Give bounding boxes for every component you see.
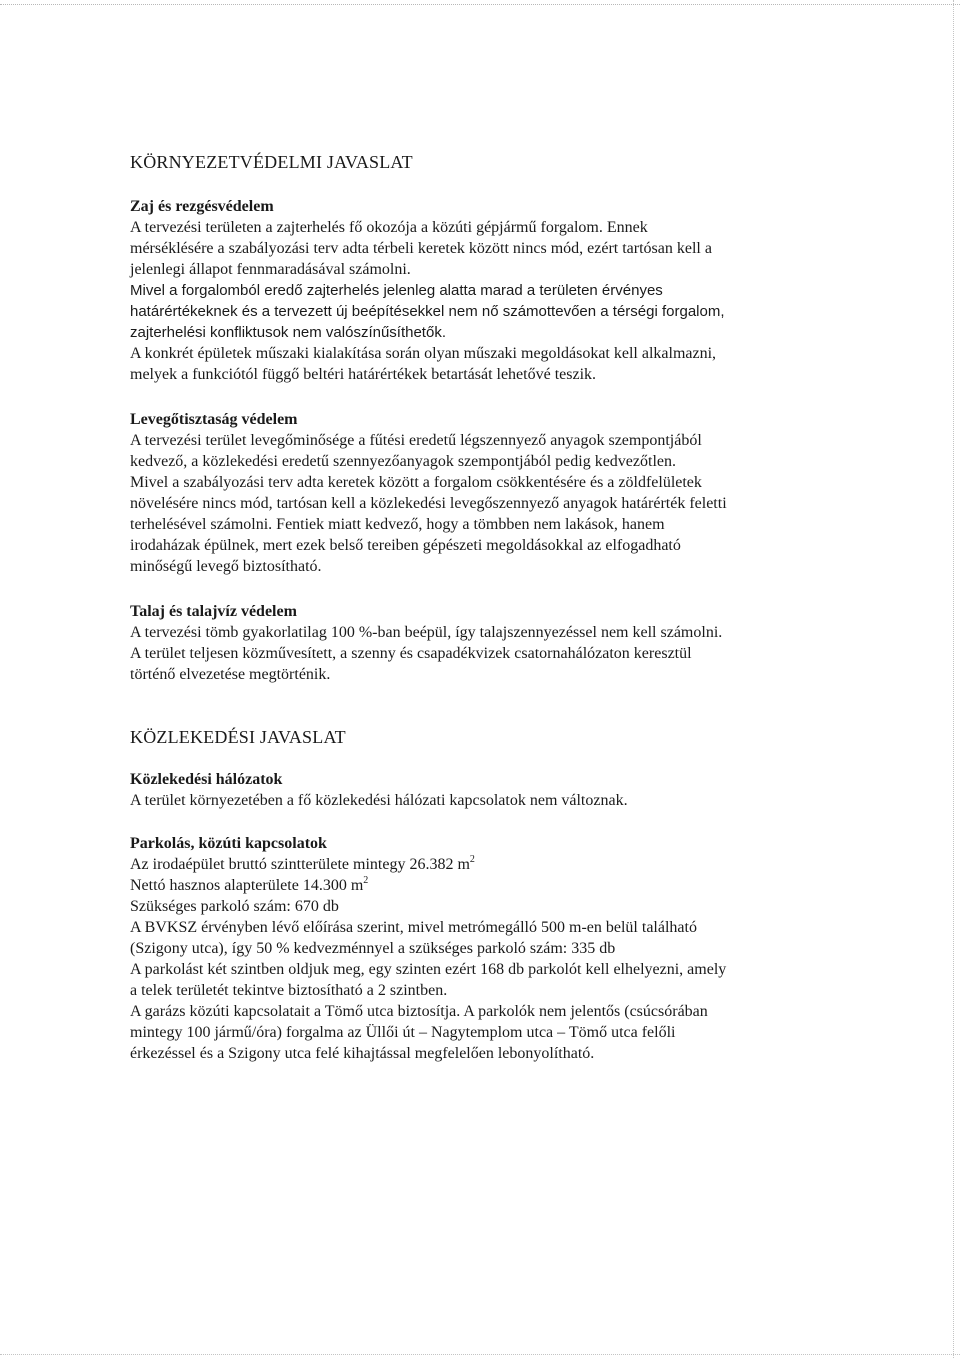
parking-section <box>130 833 830 1064</box>
net-area-line <box>130 875 830 896</box>
noise-line: mérséklésére a szabályozási terv adta térbeli keretek között nincs mód, ezért tartósan kell a <box>130 240 712 257</box>
parking-line: A parkolást két szintben oldjuk meg, egy szinten ezért 168 db parkolót kell elhelyezni, amely <box>130 961 727 978</box>
noise-line: A tervezési területen a zajterhelés fő okozója a közúti gépjármű forgalom. Ennek <box>130 219 648 236</box>
air-line: növelésére nincs mód, tartósan kell a közlekedési levegőszennyező anyagok határérték feletti <box>130 495 727 512</box>
air-title: Levegőtisztaság védelem <box>130 411 298 428</box>
net-area-sup: 2 <box>363 875 369 886</box>
noise-title: Zaj és rezgésvédelem <box>130 198 274 215</box>
gross-area-text: Az irodaépület bruttó szintterülete mintegy 26.382 m <box>130 856 470 873</box>
parking-line: A garázs közúti kapcsolatait a Tömő utca biztosítja. A parkolók nem jelentős (csúcsórában <box>130 1003 708 1020</box>
soil-title: Talaj és talajvíz védelem <box>130 603 297 620</box>
noise-line: zajterhelési konfliktusok nem valószínűsíthetők. <box>130 324 446 341</box>
parking-line: érkezéssel és a Szigony utca felé kihajtással megfelelően lebonyolítható. <box>130 1045 595 1062</box>
parking-line: mintegy 100 jármű/óra) forgalma az Üllői út – Nagytemplom utca – Tömő utca felőli <box>130 1024 676 1041</box>
network-section <box>130 769 830 811</box>
network-title: Közlekedési hálózatok <box>130 771 283 788</box>
parking-line: a telek területét tekintve biztosítható a 2 szintben. <box>130 982 448 999</box>
scan-edge-right <box>953 0 954 1358</box>
parking-line: (Szigony utca), így 50 % kedvezménnyel a szükséges parkoló szám: 335 db <box>130 940 616 957</box>
soil-section <box>130 601 830 685</box>
scan-edge-bottom <box>0 1354 960 1355</box>
gross-area-line <box>130 854 830 875</box>
air-line: irodaházak épülnek, mert ezek belső tereiben gépészeti megoldásokkal az elfogadható <box>130 537 681 554</box>
noise-line: jelenlegi állapot fennmaradásával számolni. <box>130 261 411 278</box>
noise-line: A konkrét épületek műszaki kialakítása során olyan műszaki megoldásokat kell alkalmazni, <box>130 345 717 362</box>
noise-line: Mivel a forgalomból eredő zajterhelés jelenleg alatta marad a területen érvényes <box>130 282 663 299</box>
noise-line: melyek a funkciótól függő beltéri határértékek betartását lehetővé teszik. <box>130 366 597 383</box>
env-heading: KÖRNYEZETVÉDELMI JAVASLAT <box>130 152 413 172</box>
parking-title: Parkolás, közúti kapcsolatok <box>130 835 327 852</box>
air-line: Mivel a szabályozási terv adta keretek között a forgalom csökkentésére és a zöldfelületek <box>130 474 702 491</box>
air-line: kedvező, a közlekedési eredetű szennyezőanyagok szempontjából pedig kedvezőtlen. <box>130 453 676 470</box>
air-line: terhelésével számolni. Fentiek miatt kedvező, hogy a tömbben nem lakások, hanem <box>130 516 665 533</box>
air-line: A tervezési terület levegőminősége a fűtési eredetű légszennyező anyagok szempontjából <box>130 432 702 449</box>
soil-line: A tervezési tömb gyakorlatilag 100 %-ban beépül, így talajszennyezéssel nem kell számolni. <box>130 624 723 641</box>
parking-line: A BVKSZ érvényben lévő előírása szerint, mivel metrómegálló 500 m-en belül található <box>130 919 697 936</box>
air-line: minőségű levegő biztosítható. <box>130 558 322 575</box>
noise-line: határértékeknek és a tervezett új beépítésekkel nem nő számottevően a térségi forgalom, <box>130 303 725 320</box>
document-page <box>130 150 830 1064</box>
gross-area-sup: 2 <box>469 854 475 865</box>
scan-edge-top <box>0 4 960 5</box>
soil-line: történő elvezetése megtörténik. <box>130 666 331 683</box>
soil-line: A terület teljesen közművesített, a szenny és csapadékvizek csatornahálózaton keresztül <box>130 645 692 662</box>
network-line: A terület környezetében a fő közlekedési hálózati kapcsolatok nem változnak. <box>130 792 628 809</box>
net-area-text: Nettó hasznos alapterülete 14.300 m <box>130 877 364 894</box>
traffic-heading: KÖZLEKEDÉSI JAVASLAT <box>130 727 346 747</box>
noise-section <box>130 196 830 385</box>
air-section <box>130 409 830 577</box>
parking-line: Szükséges parkoló szám: 670 db <box>130 898 339 915</box>
